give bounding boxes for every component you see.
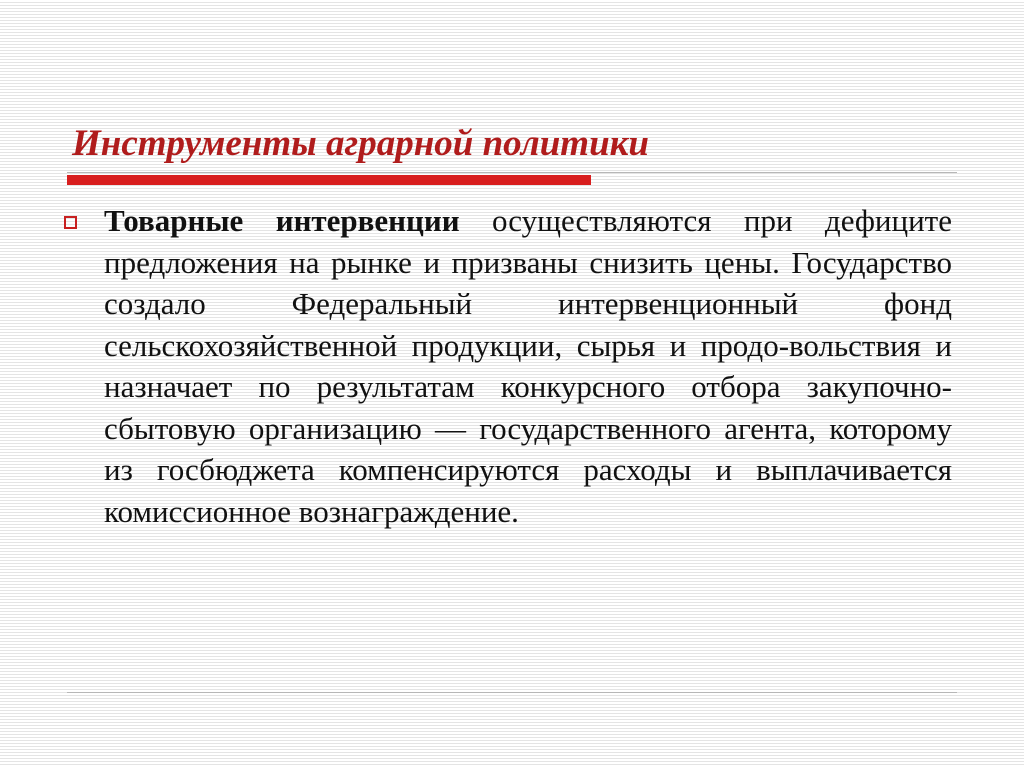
bullet-text bbox=[104, 200, 952, 532]
slide-title: Инструменты аграрной политики bbox=[72, 123, 649, 164]
title-divider-line bbox=[67, 172, 957, 173]
hollow-square-icon bbox=[64, 216, 77, 229]
bullet-lead-term: Товарные интервенции bbox=[104, 203, 460, 238]
footer-divider-line bbox=[67, 692, 957, 693]
bullet-body: осуществляются при дефиците предложения на рынке и призваны снизить цены. Государство создало Федеральный интервенционный фонд сельскохозяйственной продукции, сырья и продо-вольствия и назначает по результатам конкурсного отбора закупочно-сбытовую организацию — государственного агента, которому из госбюджета компенсируются расходы и выплачивается комиссионное вознаграждение. bbox=[104, 203, 952, 529]
title-accent-bar bbox=[67, 175, 591, 185]
